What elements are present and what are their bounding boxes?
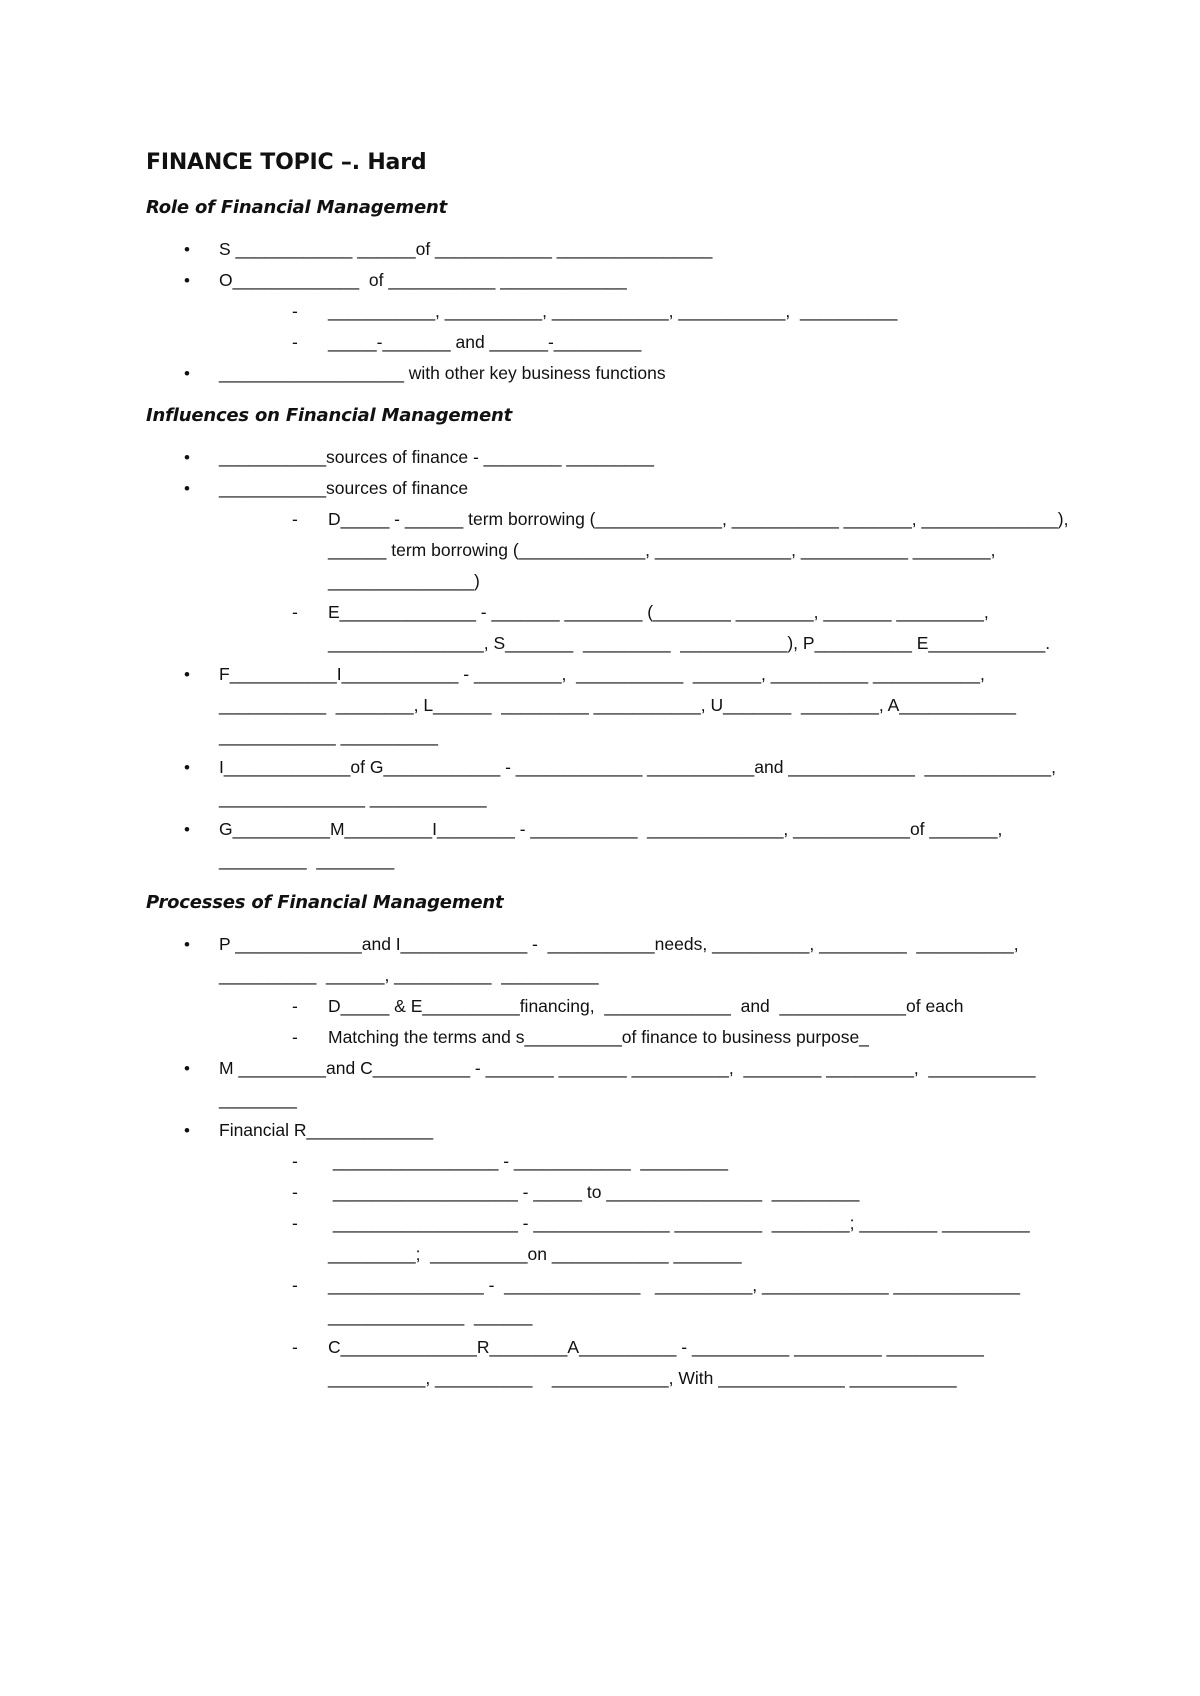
sub-item [219, 1022, 1076, 1053]
bullet-list [146, 442, 1076, 876]
sub-item [219, 296, 1076, 327]
bullet-text: O_____________ of ___________ _____________ [219, 270, 627, 290]
sub-item-text: _____-_______ and ______-_________ [328, 332, 642, 352]
document-body [146, 197, 1076, 1394]
bullet-text: I_____________of G____________ - _____________ ___________and _____________ _____________, _______________ ____________ [219, 757, 1061, 808]
bullet-text: P _____________and I_____________ - ___________needs, __________, _________ __________, __________ ______, __________ __________ [219, 934, 1029, 985]
bullet-text: S ____________ ______of ____________ ________________ [219, 239, 713, 259]
sub-list [219, 504, 1076, 659]
sub-list [219, 296, 1076, 358]
sub-item-text: E______________ - _______ ________ (________ ________, _______ _________, ________________, S_______ _________ ___________), P__________ E____________. [328, 602, 1051, 653]
bullet-item [146, 265, 1076, 358]
sub-list [219, 991, 1076, 1053]
bullet-item [146, 1053, 1076, 1115]
bullet-list [146, 234, 1076, 389]
bullet-text: M _________and C__________ - _______ _______ __________, ________ _________, ___________ ________ [219, 1058, 1041, 1109]
bullet-item [146, 358, 1076, 389]
bullet-text: ___________________ with other key business functions [219, 363, 666, 383]
bullet-text: ___________sources of finance - ________ _________ [219, 447, 654, 467]
sub-item-text: C______________R________A__________ - __________ _________ __________ __________, __________ ____________, With _____________ ___________ [328, 1337, 994, 1388]
sub-item [219, 1332, 1076, 1394]
bullet-item [146, 814, 1076, 876]
section-heading: Influences on Financial Management [146, 405, 513, 426]
bullet-text: Financial R_____________ [219, 1120, 434, 1140]
sub-item-text: _________________ - ____________ _________ [328, 1151, 728, 1171]
sub-item [219, 1177, 1076, 1208]
document-title: FINANCE TOPIC –. Hard [146, 150, 427, 175]
bullet-list [146, 929, 1076, 1394]
sub-item [219, 991, 1076, 1022]
sub-item-text: ___________, __________, ____________, ___________, __________ [328, 301, 898, 321]
sub-item-text: ___________________ - ______________ _________ ________; ________ _________ _________; __________on ____________ _______ [328, 1213, 1040, 1264]
bullet-text: G__________M_________I________ - ___________ ______________, ____________of _______, _________ ________ [219, 819, 1008, 870]
sub-item-text: ________________ - ______________ __________, _____________ _____________ ______________ ______ [328, 1275, 1030, 1326]
bullet-item [146, 659, 1076, 752]
document-page [146, 150, 1076, 1410]
sub-list [219, 1146, 1076, 1394]
bullet-text: ___________sources of finance [219, 478, 469, 498]
bullet-item [146, 752, 1076, 814]
sub-item-text: ___________________ - _____ to ________________ _________ [328, 1182, 860, 1202]
sub-item [219, 504, 1076, 597]
bullet-item [146, 442, 1076, 473]
bullet-item [146, 1115, 1076, 1394]
sub-item-text: D_____ & E__________financing, _____________ and _____________of each [328, 996, 964, 1016]
bullet-item [146, 929, 1076, 1053]
sub-item [219, 1208, 1076, 1270]
sub-item-text: D_____ - ______ term borrowing (_____________, ___________ _______, ______________), ______ term borrowing (_____________, ______________, ___________ ________, _______________) [328, 509, 1074, 591]
section-heading: Role of Financial Management [146, 197, 447, 218]
bullet-item [146, 234, 1076, 265]
bullet-text: F___________I____________ - _________, ___________ _______, __________ ___________, ___________ ________, L______ _________ ___________, U_______ ________, A____________ ____________ __________ [219, 664, 1026, 746]
sub-item-text: Matching the terms and s__________of finance to business purpose_ [328, 1027, 869, 1047]
bullet-item [146, 473, 1076, 659]
sub-item [219, 1146, 1076, 1177]
sub-item [219, 1270, 1076, 1332]
sub-item [219, 327, 1076, 358]
sub-item [219, 597, 1076, 659]
section-heading: Processes of Financial Management [146, 892, 504, 913]
